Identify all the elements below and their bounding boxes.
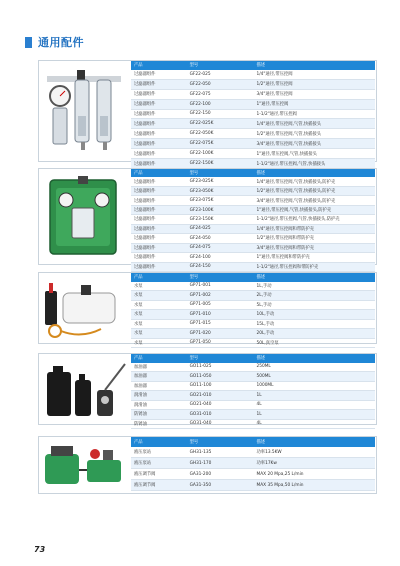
product-cell: 过滤器组件 [131, 196, 187, 205]
model-cell: GA31-350 [187, 480, 254, 491]
table-row [131, 447, 375, 458]
product-cell: 水泵 [131, 300, 187, 310]
model-cell: GF24-100 [187, 253, 254, 262]
model-cell: GP71-050 [187, 338, 254, 348]
product-cell: 水泵 [131, 291, 187, 301]
description-cell: 250ML [254, 363, 376, 372]
model-cell: GF22-050K [187, 129, 254, 139]
product-cell: 水泵 [131, 310, 187, 320]
product-cell: 防锈油 [131, 410, 187, 420]
water-pump-image [39, 273, 129, 343]
model-cell: GO21-040 [187, 400, 254, 410]
table-row [131, 282, 375, 291]
model-cell: GF23-075K [187, 196, 254, 205]
table-row [131, 319, 375, 329]
product-cell: 过滤器组件 [131, 70, 187, 79]
model-cell: GA31-200 [187, 469, 254, 480]
page-header [25, 34, 84, 50]
table-header-row [131, 354, 375, 363]
spec-table [131, 437, 375, 491]
table-row [131, 243, 375, 252]
table-header-row [131, 169, 375, 177]
table-row [131, 419, 375, 429]
description-cell: 1-1/2"通径,带压控阀和带防护壳 [254, 262, 376, 271]
model-cell: GO11-025 [187, 363, 254, 372]
model-cell: GF23-100K [187, 205, 254, 214]
product-cell: 过滤器组件 [131, 139, 187, 149]
model-cell: GF22-050 [187, 79, 254, 89]
column-header: 描述 [254, 61, 376, 70]
model-cell: GP71-001 [187, 282, 254, 291]
table-row [131, 99, 375, 109]
model-cell: GP71-005 [187, 300, 254, 310]
table-row [131, 400, 375, 410]
product-cell: 过滤器组件 [131, 186, 187, 195]
table-header-row [131, 61, 375, 70]
description-cell: 10L,手动 [254, 310, 376, 320]
description-cell: 1/4"通径,带压控阀,气管,快插接头,防护壳 [254, 177, 376, 186]
table-row [131, 186, 375, 195]
table-row [131, 139, 375, 149]
description-cell: 3/4"通径,带压控阀和带防护壳 [254, 243, 376, 252]
product-cell: 水泵 [131, 338, 187, 348]
filter-protective-case-image [39, 169, 129, 264]
page-title: 通用配件 [38, 36, 84, 49]
column-header: 型号 [187, 273, 254, 282]
description-cell: 5L,手动 [254, 300, 376, 310]
description-cell: 50L,真空泵 [254, 338, 376, 348]
table-row [131, 129, 375, 139]
description-cell: 1"通径,带压控阀和带防护壳 [254, 253, 376, 262]
description-cell: 3/4"通径,带压控阀 [254, 89, 376, 99]
description-cell: 1/2"通径,带压控阀和带防护壳 [254, 234, 376, 243]
product-cell: 过滤器组件 [131, 177, 187, 186]
product-cell: 水泵 [131, 282, 187, 291]
table-row [131, 329, 375, 339]
description-cell: MAX 20 Mpa,25 L/min [254, 469, 376, 480]
product-cell: 过滤器组件 [131, 149, 187, 159]
table-row [131, 253, 375, 262]
model-cell: GO31-010 [187, 410, 254, 420]
product-cell: 过滤器组件 [131, 119, 187, 129]
column-header: 产品 [131, 437, 187, 447]
description-cell: 1"通径,带压控阀,气管,快插接头,防护壳 [254, 205, 376, 214]
product-cell: 水泵 [131, 319, 187, 329]
model-cell: GH31-135 [187, 447, 254, 458]
table-row [131, 372, 375, 382]
model-cell: GF22-100K [187, 149, 254, 159]
model-cell: GP71-015 [187, 319, 254, 329]
product-cell: 过滤器组件 [131, 253, 187, 262]
product-cell: 过滤器组件 [131, 89, 187, 99]
table-row [131, 391, 375, 401]
description-cell: 20L,手动 [254, 329, 376, 339]
model-cell: GP71-020 [187, 329, 254, 339]
table-row [131, 149, 375, 159]
description-cell: 1/2"通径,带压控阀,气管,快插接头,防护壳 [254, 186, 376, 195]
model-cell: GO11-050 [187, 372, 254, 382]
column-header: 产品 [131, 354, 187, 363]
table-row [131, 224, 375, 233]
description-cell: 1/2"通径,带压控阀,气管,快插接头 [254, 129, 376, 139]
table-row [131, 469, 375, 480]
column-header: 描述 [254, 354, 376, 363]
description-cell: 1L [254, 391, 376, 401]
table-row [131, 70, 375, 79]
section-hydraulic [38, 436, 377, 494]
product-cell: 过滤器组件 [131, 129, 187, 139]
product-cell: 过滤器组件 [131, 79, 187, 89]
table-row [131, 215, 375, 224]
description-cell: 1"通径,带压控阀,气管,快插接头 [254, 149, 376, 159]
spec-table [131, 169, 375, 272]
product-cell: 液压泵站 [131, 458, 187, 469]
table-row [131, 205, 375, 214]
description-cell: 功率13.5KW [254, 447, 376, 458]
product-cell: 加油器 [131, 381, 187, 391]
column-header: 产品 [131, 273, 187, 282]
spec-table [131, 273, 375, 348]
description-cell: 1-1/2"通径,带压控阀 [254, 109, 376, 119]
description-cell: 1"通径,带压控阀 [254, 99, 376, 109]
table-row [131, 119, 375, 129]
model-cell: GF23-050K [187, 186, 254, 195]
model-cell: GP71-002 [187, 291, 254, 301]
description-cell: 1L,手动 [254, 282, 376, 291]
column-header: 型号 [187, 354, 254, 363]
model-cell: GH31-170 [187, 458, 254, 469]
table-row [131, 300, 375, 310]
product-cell: 防锈油 [131, 419, 187, 429]
section-filter-protective-case [38, 168, 377, 270]
product-cell: 加油器 [131, 363, 187, 372]
table-row [131, 363, 375, 372]
product-cell: 水泵 [131, 329, 187, 339]
table-row [131, 262, 375, 271]
model-cell: GF23-150K [187, 215, 254, 224]
product-cell: 过滤器组件 [131, 215, 187, 224]
description-cell: 1000ML [254, 381, 376, 391]
title-marker [25, 37, 32, 48]
model-cell: GP71-010 [187, 310, 254, 320]
section-lubricants [38, 353, 377, 425]
column-header: 描述 [254, 169, 376, 177]
table-header-row [131, 437, 375, 447]
column-header: 型号 [187, 169, 254, 177]
hydraulic-image [39, 437, 129, 493]
table-row [131, 177, 375, 186]
model-cell: GF22-100 [187, 99, 254, 109]
table-row [131, 79, 375, 89]
table-row [131, 196, 375, 205]
model-cell: GF22-075 [187, 89, 254, 99]
spec-table [131, 354, 375, 429]
column-header: 产品 [131, 169, 187, 177]
filter-regulator-image [39, 61, 129, 161]
product-cell: 润滑油 [131, 400, 187, 410]
model-cell: GF23-025K [187, 177, 254, 186]
section-filter-regulator [38, 60, 377, 167]
description-cell: 15L,手动 [254, 319, 376, 329]
table-header-row [131, 273, 375, 282]
model-cell: GF24-050 [187, 234, 254, 243]
description-cell: 1/4"通径,带压控阀 [254, 70, 376, 79]
table-row [131, 480, 375, 491]
page-number: 73 [34, 545, 46, 554]
spec-table [131, 61, 375, 169]
table-row [131, 310, 375, 320]
model-cell: GO21-010 [187, 391, 254, 401]
section-water-pump [38, 272, 377, 344]
description-cell: 4L [254, 419, 376, 429]
model-cell: GF22-150K [187, 159, 254, 169]
description-cell: 1L [254, 410, 376, 420]
model-cell: GF24-025 [187, 224, 254, 233]
product-cell: 液压调节阀 [131, 480, 187, 491]
description-cell: 功率17Kw [254, 458, 376, 469]
product-cell: 过滤器组件 [131, 109, 187, 119]
product-cell: 过滤器组件 [131, 243, 187, 252]
product-cell: 过滤器组件 [131, 99, 187, 109]
model-cell: GF24-075 [187, 243, 254, 252]
model-cell: GF22-075K [187, 139, 254, 149]
product-cell: 液压调节阀 [131, 469, 187, 480]
product-cell: 过滤器组件 [131, 234, 187, 243]
table-row [131, 458, 375, 469]
description-cell: 1/2"通径,带压控阀 [254, 79, 376, 89]
model-cell: GO31-040 [187, 419, 254, 429]
table-row [131, 89, 375, 99]
description-cell: 3/4"通径,带压控阀,气管,快插接头 [254, 139, 376, 149]
table-row [131, 159, 375, 169]
column-header: 描述 [254, 273, 376, 282]
column-header: 产品 [131, 61, 187, 70]
product-cell: 过滤器组件 [131, 224, 187, 233]
table-row [131, 410, 375, 420]
description-cell: 1/4"通径,带压控阀和带防护壳 [254, 224, 376, 233]
product-cell: 过滤器组件 [131, 262, 187, 271]
model-cell: GO11-100 [187, 381, 254, 391]
model-cell: GF24-150 [187, 262, 254, 271]
model-cell: GF22-150 [187, 109, 254, 119]
table-row [131, 291, 375, 301]
model-cell: GF22-025K [187, 119, 254, 129]
description-cell: 1-1/2"通径,带压控阀,气管,快插接头,防护壳 [254, 215, 376, 224]
table-row [131, 109, 375, 119]
column-header: 型号 [187, 437, 254, 447]
product-cell: 加油器 [131, 372, 187, 382]
table-row [131, 381, 375, 391]
table-row [131, 234, 375, 243]
description-cell: 4L [254, 400, 376, 410]
lubricant-image [39, 354, 129, 424]
product-cell: 润滑油 [131, 391, 187, 401]
product-cell: 液压泵站 [131, 447, 187, 458]
product-cell: 过滤器组件 [131, 205, 187, 214]
description-cell: 1-1/2"通径,带压控阀,气管,快插接头 [254, 159, 376, 169]
description-cell: 3/4"通径,带压控阀,气管,快插接头,防护壳 [254, 196, 376, 205]
column-header: 型号 [187, 61, 254, 70]
description-cell: 1/4"通径,带压控阀,气管,快插接头 [254, 119, 376, 129]
table-row [131, 338, 375, 348]
product-cell: 过滤器组件 [131, 159, 187, 169]
model-cell: GF22-025 [187, 70, 254, 79]
column-header: 描述 [254, 437, 376, 447]
description-cell: 2L,手动 [254, 291, 376, 301]
description-cell: 500ML [254, 372, 376, 382]
description-cell: MAX 35 Mpa,50 L/min [254, 480, 376, 491]
